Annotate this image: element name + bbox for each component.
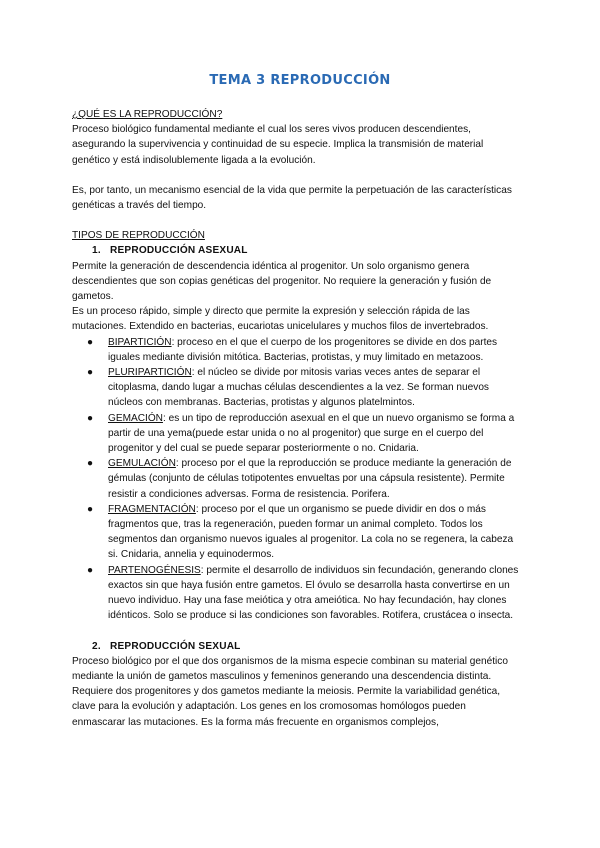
list-item-text: : proceso por el que un organismo se puede dividir en dos o más fragmentos que, tras la regeneración, pueden formar un animal completo. Todos los segmentos dan organismo nuevos iguales al progenitor. La cola no se regenera, la cabeza si. Cnidaria, annelia y equinodermos. bbox=[108, 503, 514, 561]
spacer bbox=[72, 624, 520, 639]
spacer bbox=[72, 168, 520, 183]
list-item-text: : es un tipo de reproducción asexual en el que un nuevo organismo se forma a partir de una yema(puede estar unida o no al progenitor) que surge en el cuerpo del progenitor y del cual se puede separar posteriormente o no. Cnidaria. bbox=[108, 412, 515, 455]
asexual-types-list bbox=[72, 335, 520, 624]
section-heading-types: TIPOS DE REPRODUCCIÓN bbox=[72, 230, 205, 242]
list-item-term: GEMACIÓN bbox=[108, 412, 163, 424]
bullet-icon: ● bbox=[87, 367, 94, 379]
asexual-paragraph-1: Permite la generación de descendencia idéntica al progenitor. Un solo organismo genera descendientes que son copias genéticas del progenitor. No requiere la generación y fusión de gametos. bbox=[72, 260, 492, 303]
list-item-term: GEMULACIÓN bbox=[108, 458, 176, 470]
bullet-icon: ● bbox=[87, 564, 94, 576]
intro-paragraph-2: Es, por tanto, un mecanismo esencial de la vida que permite la perpetuación de las características genéticas a través del tiempo. bbox=[72, 184, 512, 212]
list-item bbox=[72, 563, 520, 624]
bullet-icon: ● bbox=[87, 458, 94, 470]
list-item-text: : proceso por el que la reproducción se produce mediante la generación de gémulas (conjunto de células totipotentes envueltas por una cápsula resistente). Permite resistir a condiciones adversas. Forma de resistencia. Porifera. bbox=[108, 458, 512, 500]
sexual-paragraph-1: Proceso biológico por el que dos organismos de la misma especie combinan su material genético mediante la unión de gametos masculinos y femeninos generando una descendencia distinta. bbox=[72, 655, 508, 682]
list-item bbox=[72, 365, 520, 411]
asexual-paragraph-2: Es un proceso rápido, simple y directo que permite la expresión y selección rápida de las mutaciones. Extendido en bacterias, eucariotas unicelulares y muchos filos de invertebrados. bbox=[72, 306, 489, 333]
document-body bbox=[72, 107, 520, 730]
subheading-number: 2. bbox=[92, 640, 101, 652]
page-title: TEMA 3 REPRODUCCIÓN bbox=[209, 73, 391, 88]
sexual-paragraph-2: Requiere dos progenitores y dos gametos mediante la meiosis. Permite la variabilidad genética, clave para la evolución y adaptación. Los genes en los cromosomas homólogos pueden enmascarar las mutaciones. Es la forma más frecuente en organismos complejos, bbox=[72, 686, 501, 728]
subheading-sexual bbox=[72, 639, 520, 654]
list-item bbox=[72, 335, 520, 365]
list-item-term: PLURIPARTICIÓN bbox=[108, 367, 192, 379]
list-item-text: : el núcleo se divide por mitosis varias veces antes de separar el citoplasma, dando lugar a muchas células descendientes a la vez. Se forman nuevos núcleos con membranas. Bacterias, protistas y algunos platelmintos. bbox=[108, 367, 489, 409]
list-item-text: : permite el desarrollo de individuos sin fecundación, generando clones exactos sin que haya fusión entre gametos. El óvulo se desarrolla hasta convertirse en un nuevo individuo. Hay una fase meiótica y otra ameiótica. No hay fecundación, hay clones idénticos. Solo se produce si las condiciones son favorables. Rotifera, crustácea o insecta. bbox=[108, 564, 519, 622]
subheading-asexual bbox=[72, 243, 520, 258]
list-item-term: PARTENOGÉNESIS bbox=[108, 564, 201, 576]
section-heading-what-is: ¿QUÉ ES LA REPRODUCCIÓN? bbox=[72, 109, 223, 120]
list-item-term: BIPARTICIÓN bbox=[108, 336, 172, 348]
list-item bbox=[72, 411, 520, 457]
subheading-number: 1. bbox=[92, 245, 101, 257]
bullet-icon: ● bbox=[87, 412, 94, 424]
spacer bbox=[72, 213, 520, 228]
list-item-term: FRAGMENTACIÓN bbox=[108, 503, 196, 515]
subheading-title: REPRODUCCIÓN ASEXUAL bbox=[110, 245, 248, 257]
bullet-icon: ● bbox=[87, 503, 94, 515]
list-item bbox=[72, 502, 520, 563]
list-item-text: : proceso en el que el cuerpo de los progenitores se divide en dos partes iguales mediante división mitótica. Bacterias, protistas, y muy limitado en metazoos. bbox=[108, 336, 498, 363]
list-item bbox=[72, 456, 520, 502]
intro-paragraph-1: Proceso biológico fundamental mediante el cual los seres vivos producen descendientes, asegurando la supervivencia y continuidad de su especie. Implica la transmisión de material genético y está indisolublemente ligada a la evolución. bbox=[72, 124, 484, 166]
subheading-title: REPRODUCCIÓN SEXUAL bbox=[110, 640, 241, 652]
bullet-icon: ● bbox=[87, 336, 94, 348]
